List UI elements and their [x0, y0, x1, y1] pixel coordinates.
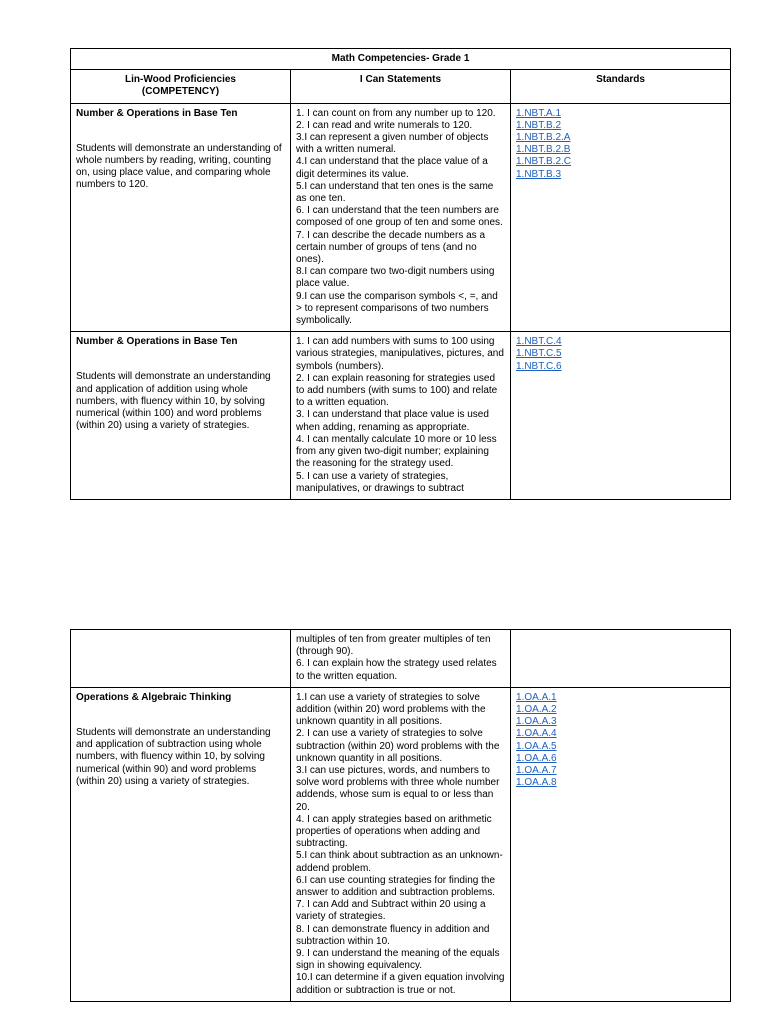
table-row	[71, 630, 731, 688]
competency-description: Students will demonstrate an understanding of whole numbers by reading, writing, counting on, using place value, and comparing whole numbers to 120.	[76, 142, 282, 191]
i-can-statement: 3.I can represent a given number of objects with a written numeral.	[296, 132, 489, 156]
table-row	[71, 103, 731, 332]
standard-link[interactable]: 1.NBT.B.2.A	[516, 132, 571, 144]
i-can-statement: 2. I can read and write numerals to 120.	[296, 119, 473, 131]
header-statements: I Can Statements	[291, 70, 511, 103]
i-can-statement: 3.I can use pictures, words, and numbers to solve word problems with three whole number addends, whose sum is equal to or less than 20.	[296, 765, 500, 813]
competency-table-page1	[70, 48, 731, 500]
statements-cell	[291, 103, 511, 332]
i-can-statement: 6. I can explain how the strategy used relates to the written equation.	[296, 658, 497, 682]
i-can-statement: 6.I can use counting strategies for finding the answer to addition and subtraction problems.	[296, 874, 496, 899]
standards-cell-empty	[511, 630, 731, 688]
i-can-statement: 4. I can mentally calculate 10 more or 10 less from any given two-digit number; explaining the reasoning for the strategy used.	[296, 433, 497, 470]
i-can-statement: 6. I can understand that the teen numbers are composed of one group of ten and some ones.	[296, 205, 503, 229]
standard-link[interactable]: 1.OA.A.4	[516, 728, 557, 740]
header-standards: Standards	[511, 70, 731, 103]
standard-link[interactable]: 1.NBT.C.5	[516, 348, 562, 360]
i-can-statement: multiples of ten from greater multiples of ten (through 90).	[296, 634, 491, 658]
standard-link[interactable]: 1.OA.A.5	[516, 740, 557, 752]
competency-title: Number & Operations in Base Ten	[76, 107, 238, 119]
standard-link[interactable]: 1.OA.A.1	[516, 691, 557, 703]
statements-cell	[291, 630, 511, 688]
i-can-statement: 7. I can Add and Subtract within 20 using a variety of strategies.	[296, 899, 486, 923]
i-can-statement: 1.I can use a variety of strategies to solve addition (within 20) word problems with the unknown quantity in all positions.	[296, 691, 486, 728]
competency-cell-empty	[71, 630, 291, 688]
standards-list	[516, 108, 725, 181]
competency-description: Students will demonstrate an understanding and application of addition using whole numbers, with fluency within 10, by solving numerical (within 100) and word problems (within 20) using a variety of strategies.	[76, 371, 271, 432]
i-can-statement: 4. I can apply strategies based on arithmetic properties of operations when adding and subtracting.	[296, 813, 492, 850]
i-can-statement: 10.I can determine if a given equation involving addition or subtraction is true or not.	[296, 972, 505, 996]
i-can-statement: 4.I can understand that the place value of a digit determines its value.	[296, 156, 488, 180]
competency-description: Students will demonstrate an understanding and application of subtraction using whole numbers, with fluency within 10, by solving numerical (within 90) and word problems (within 20) using a variety of strategies.	[76, 727, 271, 787]
statements-cell	[291, 332, 511, 500]
competency-table-page2	[70, 629, 731, 1002]
statement-list	[296, 108, 505, 328]
i-can-statement: 2. I can use a variety of strategies to solve subtraction (within 20) word problems with the unknown quantity in all positions.	[296, 728, 500, 764]
i-can-statement: 9.I can use the comparison symbols <, =, and > to represent comparisons of two numbers symbolically.	[296, 290, 498, 327]
standards-cell	[511, 103, 731, 332]
statement-list	[296, 336, 505, 495]
header-competency	[71, 70, 291, 103]
standards-cell	[511, 332, 731, 500]
competency-cell	[71, 332, 291, 500]
standard-link[interactable]: 1.NBT.A.1	[516, 107, 562, 119]
standard-link[interactable]: 1.OA.A.2	[516, 704, 557, 716]
i-can-statement: 3. I can understand that place value is used when adding, renaming as appropriate.	[296, 409, 489, 433]
i-can-statement: 5. I can use a variety of strategies, manipulatives, or drawings to subtract	[296, 470, 464, 494]
standards-list	[516, 336, 725, 373]
i-can-statement: 7. I can describe the decade numbers as a certain number of groups of tens (and no ones).	[296, 229, 486, 266]
i-can-statement: 8.I can compare two two-digit numbers using place value.	[296, 266, 495, 290]
standard-link[interactable]: 1.OA.A.3	[516, 716, 557, 728]
header-competency-line1: Lin-Wood Proficiencies	[125, 74, 236, 86]
header-competency-line2: (COMPETENCY)	[141, 86, 220, 98]
standard-link[interactable]: 1.NBT.B.3	[516, 168, 562, 180]
statements-cell	[291, 687, 511, 1001]
standard-link[interactable]: 1.NBT.B.2.C	[516, 156, 572, 168]
table-row	[71, 687, 731, 1001]
competency-title: Operations & Algebraic Thinking	[76, 691, 232, 703]
i-can-statement: 1. I can count on from any number up to 120.	[296, 107, 496, 119]
statement-list	[296, 634, 505, 683]
standard-link[interactable]: 1.NBT.B.2.B	[516, 144, 571, 156]
standards-list	[516, 692, 725, 790]
competency-title: Number & Operations in Base Ten	[76, 336, 238, 348]
statement-list	[296, 692, 505, 997]
i-can-statement: 8. I can demonstrate fluency in addition and subtraction within 10.	[296, 923, 490, 947]
i-can-statement: 2. I can explain reasoning for strategies used to add numbers (with sums to 100) and relate to a written equation.	[296, 372, 498, 409]
competency-cell	[71, 103, 291, 332]
standard-link[interactable]: 1.OA.A.6	[516, 752, 557, 764]
standard-link[interactable]: 1.OA.A.7	[516, 765, 557, 777]
i-can-statement: 5.I can understand that ten ones is the same as one ten.	[296, 180, 494, 205]
competency-cell	[71, 687, 291, 1001]
standard-link[interactable]: 1.NBT.C.6	[516, 360, 562, 372]
standard-link[interactable]: 1.NBT.C.4	[516, 336, 562, 348]
table-row	[71, 332, 731, 500]
i-can-statement: 5.I can think about subtraction as an unknown-addend problem.	[296, 850, 503, 874]
table-title: Math Competencies- Grade 1	[71, 49, 731, 70]
i-can-statement: 9. I can understand the meaning of the equals sign in showing equivalency.	[296, 948, 500, 972]
standards-cell	[511, 687, 731, 1001]
i-can-statement: 1. I can add numbers with sums to 100 using various strategies, manipulatives, pictures, and symbols (numbers).	[296, 336, 504, 372]
standard-link[interactable]: 1.NBT.B.2	[516, 119, 562, 131]
standard-link[interactable]: 1.OA.A.8	[516, 777, 557, 789]
